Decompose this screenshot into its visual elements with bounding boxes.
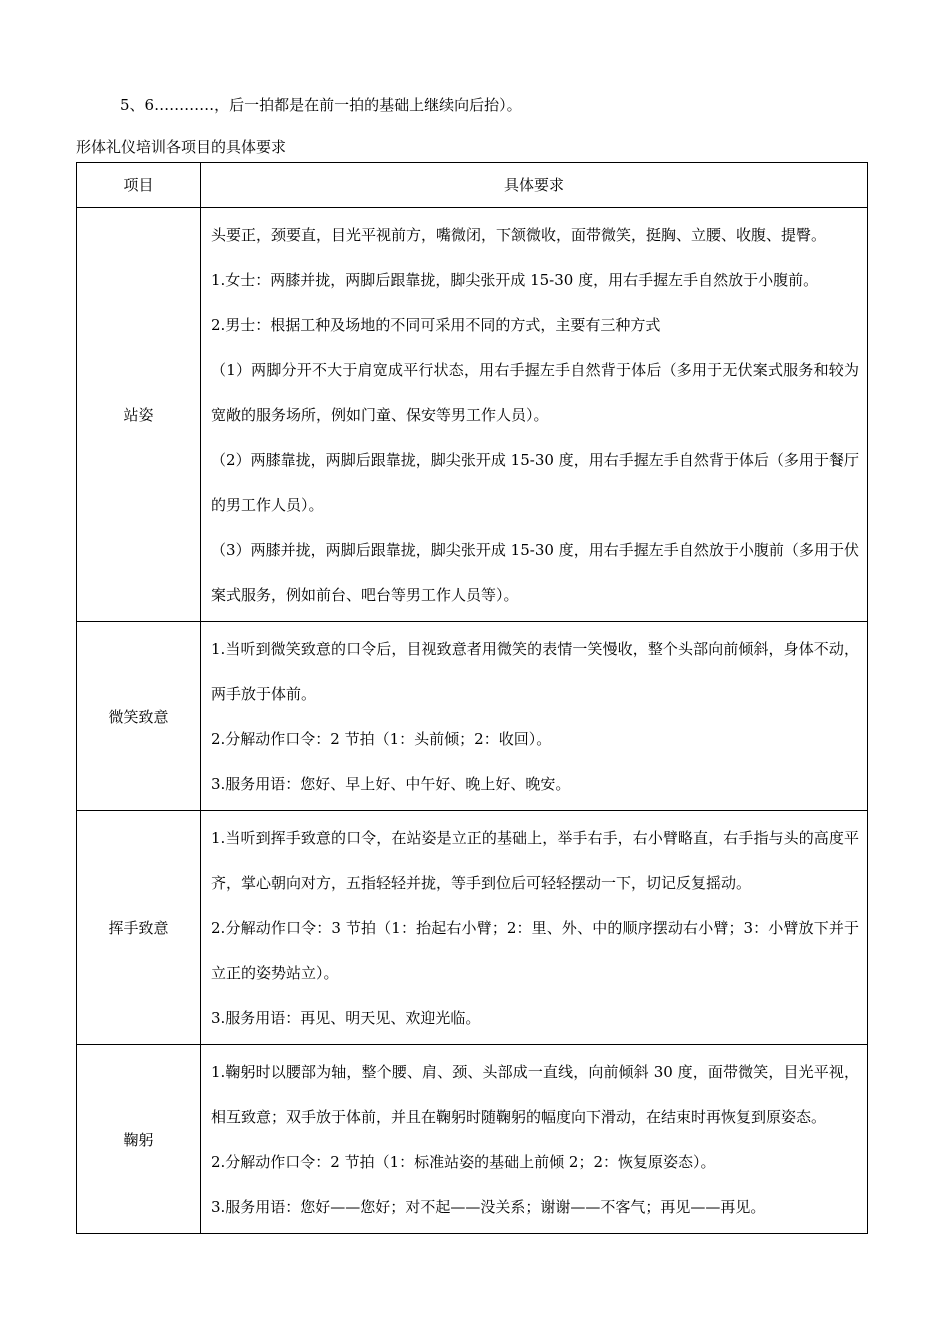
detail-paragraph: 1.女士：两膝并拢，两脚后跟靠拢，脚尖张开成 15-30 度，用右手握左手自然放于小腹前。 (211, 271, 819, 289)
detail-paragraph: 3.服务用语：您好——您好；对不起——没关系；谢谢——不客气；再见——再见。 (211, 1198, 766, 1216)
detail-paragraph: 1.当听到挥手致意的口令，在站姿是立正的基础上，举手右手，右小臂略直，右手指与头的高度平齐，掌心朝向对方，五指轻轻并拢，等手到位后可轻轻摆动一下，切记反复摇动。 (211, 829, 859, 892)
item-cell-bow: 鞠躬 (77, 1045, 201, 1234)
detail-paragraph: （2）两膝靠拢，两脚后跟靠拢，脚尖张开成 15-30 度，用右手握左手自然背于体后（多用于餐厅的男工作人员）。 (211, 451, 859, 514)
detail-paragraph: 头要正，颈要直，目光平视前方，嘴微闭，下颔微收，面带微笑，挺胸、立腰、收腹、提臀。 (211, 226, 827, 244)
detail-cell-smile-greeting (201, 622, 868, 811)
table-row-bow (77, 1045, 868, 1234)
item-cell-standing: 站姿 (77, 208, 201, 622)
item-cell-wave-greeting: 挥手致意 (77, 811, 201, 1045)
detail-paragraph: 1.当听到微笑致意的口令后，目视致意者用微笑的表情一笑慢收，整个头部向前倾斜，身体不动，两手放于体前。 (211, 640, 859, 703)
detail-paragraph: 3.服务用语：您好、早上好、中午好、晚上好、晚安。 (211, 775, 571, 793)
detail-paragraph: 2.分解动作口令：2 节拍（1：标准站姿的基础上前倾 2；2：恢复原姿态）。 (211, 1153, 716, 1171)
detail-cell-bow (201, 1045, 868, 1234)
intro-line: 5、6…………，后一拍都是在前一拍的基础上继续向后抬）。 (120, 96, 522, 114)
detail-cell-standing (201, 208, 868, 622)
table-row-wave-greeting (77, 811, 868, 1045)
item-cell-smile-greeting: 微笑致意 (77, 622, 201, 811)
requirements-table (76, 162, 868, 1234)
detail-paragraph: 2.分解动作口令：3 节拍（1：抬起右小臂；2：里、外、中的顺序摆动右小臂；3：小臂放下并于立正的姿势站立）。 (211, 919, 859, 982)
table-caption: 形体礼仪培训各项目的具体要求 (76, 138, 287, 156)
detail-paragraph: 1.鞠躬时以腰部为轴，整个腰、肩、颈、头部成一直线，向前倾斜 30 度，面带微笑，目光平视，相互致意；双手放于体前，并且在鞠躬时随鞠躬的幅度向下滑动，在结束时再恢复到原姿态。 (211, 1063, 859, 1126)
header-item: 项目 (77, 163, 201, 208)
detail-paragraph: 3.服务用语：再见、明天见、欢迎光临。 (211, 1009, 481, 1027)
table-header-row (77, 163, 868, 208)
table-row-standing (77, 208, 868, 622)
detail-paragraph: 2.分解动作口令：2 节拍（1：头前倾；2：收回）。 (211, 730, 552, 748)
detail-paragraph: （1）两脚分开不大于肩宽成平行状态，用右手握左手自然背于体后（多用于无伏案式服务和较为宽敞的服务场所，例如门童、保安等男工作人员）。 (211, 361, 859, 424)
detail-cell-wave-greeting (201, 811, 868, 1045)
detail-paragraph: （3）两膝并拢，两脚后跟靠拢，脚尖张开成 15-30 度，用右手握左手自然放于小腹前（多用于伏案式服务，例如前台、吧台等男工作人员等）。 (211, 541, 859, 604)
header-details: 具体要求 (201, 163, 868, 208)
detail-paragraph: 2.男士：根据工种及场地的不同可采用不同的方式，主要有三种方式 (211, 316, 661, 334)
table-row-smile-greeting (77, 622, 868, 811)
